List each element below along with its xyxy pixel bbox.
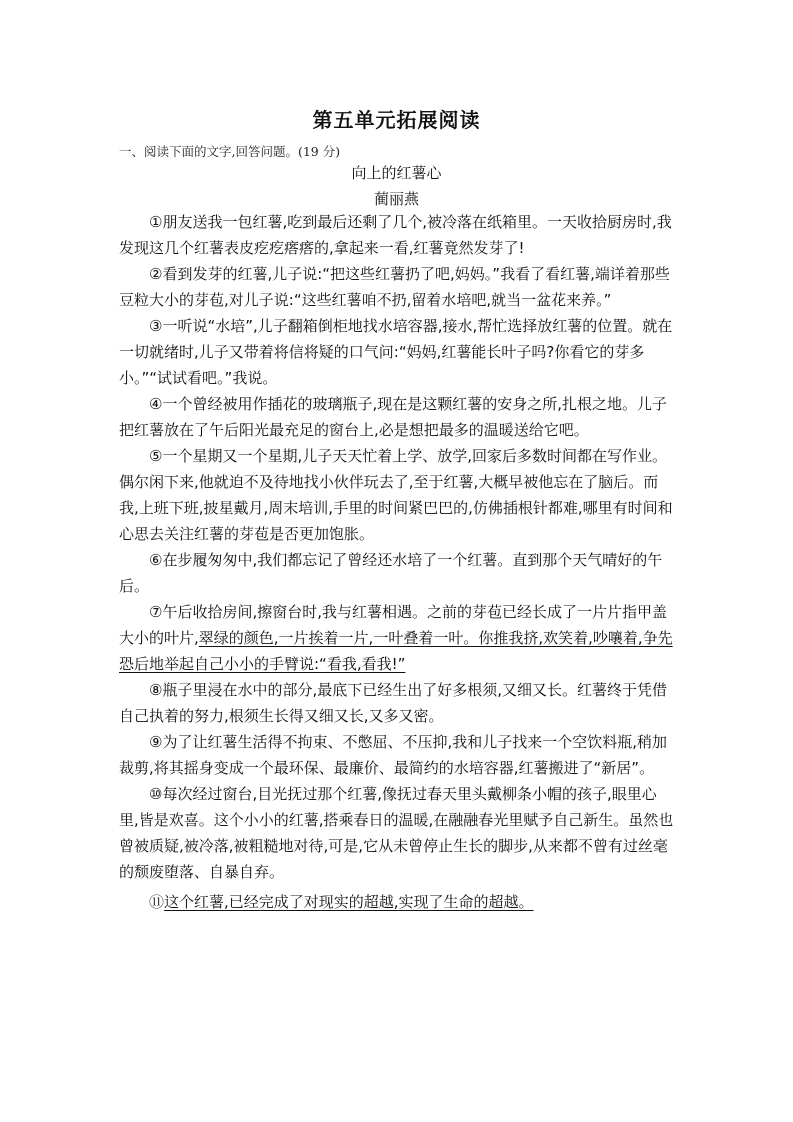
paragraph-6: ⑥在步履匆匆中,我们都忘记了曾经还水培了一个红薯。直到那个天气晴好的午后。 [119, 551, 663, 595]
paragraph-7-underlined-sentence: 翠绿的颜色,一片挨着一片,一叶叠着一叶。你推我挤,欢笑着,吵嚷着,争先恐后地举起自己小小的手臂说:“看我,看我!” [119, 629, 673, 673]
paragraph-8: ⑧瓶子里浸在水中的部分,最底下已经生出了好多根须,又细又长。红薯终于凭借自己执着的努力,根须生长得又细又长,又多又密。 [119, 681, 667, 725]
article-body [119, 209, 674, 915]
paragraph-11-number: ⑪ [149, 893, 165, 911]
paragraph-11 [119, 889, 674, 915]
page-title: 第五单元拓展阅读 [312, 108, 481, 132]
paragraph-1: ①朋友送我一包红薯,吃到最后还剩了几个,被冷落在纸箱里。一天收拾厨房时,我发现这几个红薯表皮疙疙瘩瘩的,拿起来一看,红薯竟然发芽了! [119, 213, 672, 257]
paragraph-7-text: ⑦午后收拾房间,擦窗台时,我与红薯相遇。之前的芽苞已经长成了一片片指甲盖大小的叶片, [119, 603, 667, 647]
paragraph-4: ④一个曾经被用作插花的玻璃瓶子,现在是这颗红薯的安身之所,扎根之地。儿子把红薯放在了午后阳光最充足的窗台上,必是想把最多的温暖送给它吧。 [119, 395, 667, 439]
article-author: 蔺丽燕 [373, 190, 419, 208]
paragraph-7 [119, 599, 674, 677]
paragraph-9: ⑨为了让红薯生活得不拘束、不憋屈、不压抑,我和儿子找来一个空饮料瓶,稍加裁剪,将其摇身变成一个最环保、最廉价、最简约的水培容器,红薯搬进了“新居”。 [119, 733, 667, 777]
paragraph-10: ⑩每次经过窗台,目光抚过那个红薯,像抚过春天里头戴柳条小帽的孩子,眼里心里,皆是欢喜。这个小小的红薯,搭乘春日的温暖,在融融春光里赋予自己新生。虽然也曾被质疑,被冷落,被粗糙地对待,可是,它从未曾停止生长的脚步,从来都不曾有过丝毫的颓废堕落、自暴自弃。 [119, 785, 674, 881]
paragraph-11-underlined-sentence: 这个红薯,已经完成了对现实的超越,实现了生命的超越。 [164, 893, 534, 911]
paragraph-5: ⑤一个星期又一个星期,儿子天天忙着上学、放学,回家后多数时间都在写作业。偶尔闲下来,他就迫不及待地找小伙伴玩去了,至于红薯,大概早被他忘在了脑后。而我,上班下班,披星戴月,周末培训,手里的时间紧巴巴的,仿佛插根针都难,哪里有时间和心思去关注红薯的芽苞是否更加饱胀。 [119, 447, 673, 543]
article-title: 向上的红薯心 [351, 164, 442, 182]
paragraph-3: ③一听说“水培”,儿子翻箱倒柜地找水培容器,接水,帮忙选择放红薯的位置。就在一切就绪时,儿子又带着将信将疑的口气问:“妈妈,红薯能长叶子吗?你看它的芽多小。”“试试看吧。”我说。 [119, 317, 673, 387]
paragraph-2: ②看到发芽的红薯,儿子说:“把这些红薯扔了吧,妈妈。”我看了看红薯,端详着那些豆粒大小的芽苞,对儿子说:“这些红薯咱不扔,留着水培吧,就当一盆花来养。” [119, 265, 670, 309]
question-instruction: 一、阅读下面的文字,回答问题。(19 分) [119, 144, 341, 159]
